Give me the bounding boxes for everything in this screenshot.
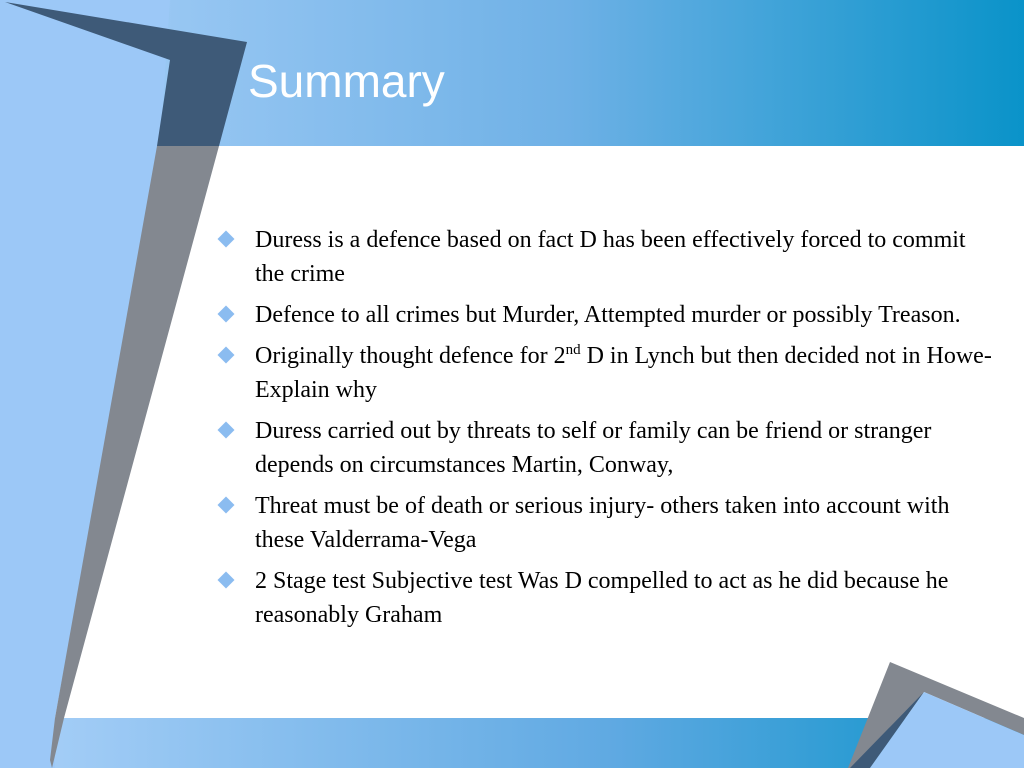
bullet-text-start: Originally thought defence for 2 (255, 343, 566, 369)
bullet-text: Defence to all crimes but Murder, Attempted murder or possibly Treason. (255, 302, 961, 328)
bullet-text: Duress is a defence based on fact D has been effectively forced to commit the crime (255, 227, 966, 287)
bullet-text: 2 Stage test Subjective test Was D compelled to act as he did because he reasonably Graham (255, 568, 949, 628)
bullet-item (218, 223, 998, 291)
bullet-item (218, 414, 998, 482)
slide-title: Summary (248, 55, 445, 107)
diamond-bullet-icon (218, 572, 235, 589)
diamond-bullet-icon (218, 306, 235, 323)
bullet-item (218, 298, 998, 332)
diamond-bullet-icon (218, 231, 235, 248)
bullet-item (218, 564, 998, 632)
ordinal-superscript: nd (565, 342, 581, 358)
bullet-item (218, 339, 998, 407)
diamond-bullet-icon (218, 497, 235, 514)
bullet-list (218, 223, 998, 639)
diamond-bullet-icon (218, 347, 235, 364)
bullet-text: Duress carried out by threats to self or family can be friend or stranger depends on circumstances Martin, Conway, (255, 418, 932, 478)
bullet-text-end: D in Lynch but then decided not in Howe- Explain why (255, 343, 992, 403)
bullet-text: Threat must be of death or serious injury- others taken into account with these Valderrama-Vega (255, 493, 950, 553)
diamond-bullet-icon (218, 422, 235, 439)
bullet-item (218, 489, 998, 557)
